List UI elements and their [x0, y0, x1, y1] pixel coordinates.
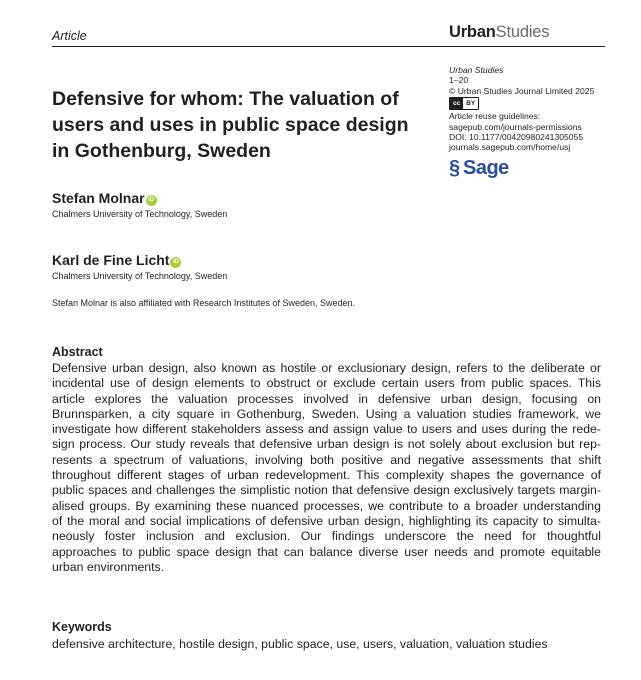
- meta-journal-name: Urban Studies: [449, 65, 504, 75]
- author-name-text: Karl de Fine Licht: [52, 252, 170, 268]
- abstract-line: investigate how different stakeholders assess and assign value to users and uses during the rede-: [52, 422, 601, 437]
- abstract-line: of the moral and social implications of defensive urban design, highlighting its capacity to simulta-: [52, 513, 601, 528]
- author-name: [52, 190, 157, 206]
- abstract-line: alised groups. By examining these nuanced processes, we contribute to a broader understanding: [52, 498, 601, 513]
- meta-reuse-link[interactable]: sagepub.com/journals-permissions: [449, 121, 582, 132]
- abstract-line: Defensive urban design, also known as hostile or exclusionary design, refers to the deliberate or: [52, 361, 601, 375]
- meta-copyright: © Urban Studies Journal Limited 2025: [449, 85, 595, 96]
- abstract-line: article explores the valuation processes involved in defensive urban design, focusing on: [52, 391, 601, 406]
- abstract-line: Brunnsparken, a city square in Gothenburg, Sweden. Using a valuation studies framework, we: [52, 406, 601, 421]
- orcid-icon[interactable]: iD: [170, 257, 181, 268]
- author-affiliation: Chalmers University of Technology, Sweden: [52, 271, 228, 281]
- abstract-line: public spaces and challenges the simplistic notion that defensive design exclusively targets margin-: [52, 483, 601, 498]
- article-title: Defensive for whom: The valuation of users and uses in public space design in Gothenburg, Sweden: [52, 88, 409, 162]
- abstract-line: throughout different stages of urban redevelopment. This complexity shapes the governance of: [52, 468, 601, 483]
- abstract-line: incidental use of design elements to obstruct or exclude certain users from public spaces. This: [52, 376, 601, 391]
- author-name-text: Stefan Molnar: [52, 190, 145, 206]
- abstract-line: urban environments.: [52, 559, 165, 574]
- sage-logo: [449, 157, 509, 180]
- journal-logo: [449, 23, 549, 42]
- cc-icon: cc: [450, 98, 463, 109]
- abstract-line: resents a spectrum of valuations, involving both positive and negative assessments that shift: [52, 452, 601, 467]
- abstract-line: approaches to public space design that can balance diverse user needs and promote equitable: [52, 544, 601, 559]
- sage-s-icon: §: [449, 157, 460, 179]
- meta-reuse-label: Article reuse guidelines:: [449, 111, 541, 122]
- by-icon: BY: [466, 99, 476, 107]
- journal-logo-light: Studies: [495, 23, 550, 41]
- affiliation-note: Stefan Molnar is also affiliated with Research Institutes of Sweden, Sweden.: [52, 298, 355, 308]
- abstract-line: neously foster inclusion and exclusion. Our findings underscore the need for thoughtful: [52, 529, 601, 544]
- orcid-icon[interactable]: iD: [146, 195, 157, 206]
- abstract-body: [52, 361, 601, 575]
- abstract-line: sign process. Our study reveals that defensive urban design is not solely about exclusion but rep-: [52, 437, 601, 452]
- keywords-heading: Keywords: [52, 620, 112, 634]
- publication-meta: [449, 65, 594, 153]
- header-divider: [52, 46, 605, 47]
- author-affiliation: Chalmers University of Technology, Sweden: [52, 209, 228, 219]
- journal-logo-bold: Urban: [449, 23, 496, 41]
- meta-pages: 1–20: [449, 75, 469, 86]
- abstract-heading: Abstract: [52, 345, 103, 359]
- keywords-list: defensive architecture, hostile design, public space, use, users, valuation, valuation studies: [52, 637, 548, 651]
- author-name: [52, 252, 181, 268]
- meta-doi[interactable]: DOI: 10.1177/00420980241305055: [449, 132, 584, 143]
- article-type-label: Article: [52, 29, 87, 43]
- meta-journal-link[interactable]: journals.sagepub.com/home/usj: [449, 142, 571, 153]
- sage-logo-text: Sage: [463, 157, 509, 179]
- cc-license-badge[interactable]: [449, 97, 479, 110]
